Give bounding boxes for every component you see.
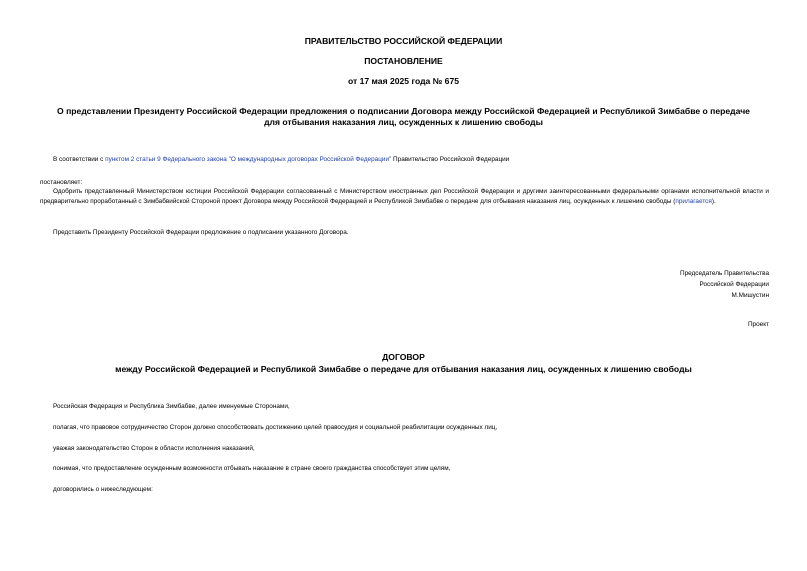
decree-title-line-1: О представлении Президенту Российской Федерации предложения о подписании Договора между Российской Федерацией и Республикой Зимбабве о передаче [57, 106, 750, 116]
document-type-heading: ПОСТАНОВЛЕНИЕ [364, 56, 443, 66]
treaty-paragraph-4: понимая, что предоставление осужденным возможности отбывать наказание в стране своего гражданства способствует этим целям, [53, 465, 451, 472]
signature-title-line-2: Российской Федерации [699, 281, 769, 288]
decree-item-2: Представить Президенту Российской Федерации предложение о подписании указанного Договора. [53, 229, 349, 236]
treaty-paragraph-5: договорились о нижеследующем: [53, 486, 153, 493]
treaty-paragraph-1: Российская Федерация и Республика Зимбабве, далее именуемые Сторонами, [53, 403, 290, 410]
signature-title-line-1: Председатель Правительства [680, 270, 769, 277]
treaty-subtitle: между Российской Федерацией и Республикой Зимбабве о передаче для отбывания наказания лиц, осужденных к лишению свободы [115, 364, 692, 374]
legal-basis-paragraph [53, 156, 509, 164]
attachment-link[interactable]: прилагается [675, 198, 712, 205]
draft-label: Проект [747, 321, 769, 328]
treaty-title: ДОГОВОР [382, 352, 425, 362]
treaty-paragraph-2: полагая, что правовое сотрудничество Сторон должно способствовать достижению целей правосудия и социальной реабилитации осужденных лиц, [53, 424, 498, 431]
resolves-label: постановляет: [40, 179, 83, 186]
decree-item-1-text: Одобрить представленный Министерством юстиции Российской Федерации согласованный с Министерством иностранных дел Российской Федерации и другими заинтересованными федеральными органами исполнительной власти и предварительно проработанный с Зимбабвийской Стороной проект Договора между Российской Федерацией и Республикой Зимбабве о передаче для отбывания наказания лиц, осужденных к лишению свободы ( [40, 188, 769, 205]
signature-name: М.Мишустин [731, 292, 769, 299]
decree-item-1-end: ). [711, 198, 716, 205]
decree-item-1 [40, 187, 769, 207]
treaty-paragraph-3: уважая законодательство Сторон в области исполнения наказаний, [53, 445, 255, 452]
date-number-heading: от 17 мая 2025 года № 675 [347, 76, 460, 86]
legal-basis-prefix: В соответствии с [53, 156, 106, 163]
decree-title-line-2: для отбывания наказания лиц, осужденных к лишению свободы [264, 117, 543, 127]
legal-basis-suffix: Правительство Российской Федерации [391, 156, 510, 163]
legal-basis-link[interactable]: пунктом 2 статьи 9 Федерального закона "О международных договорах Российской Федерации" [105, 156, 392, 163]
issuer-heading: ПРАВИТЕЛЬСТВО РОССИЙСКОЙ ФЕДЕРАЦИИ [304, 36, 503, 46]
